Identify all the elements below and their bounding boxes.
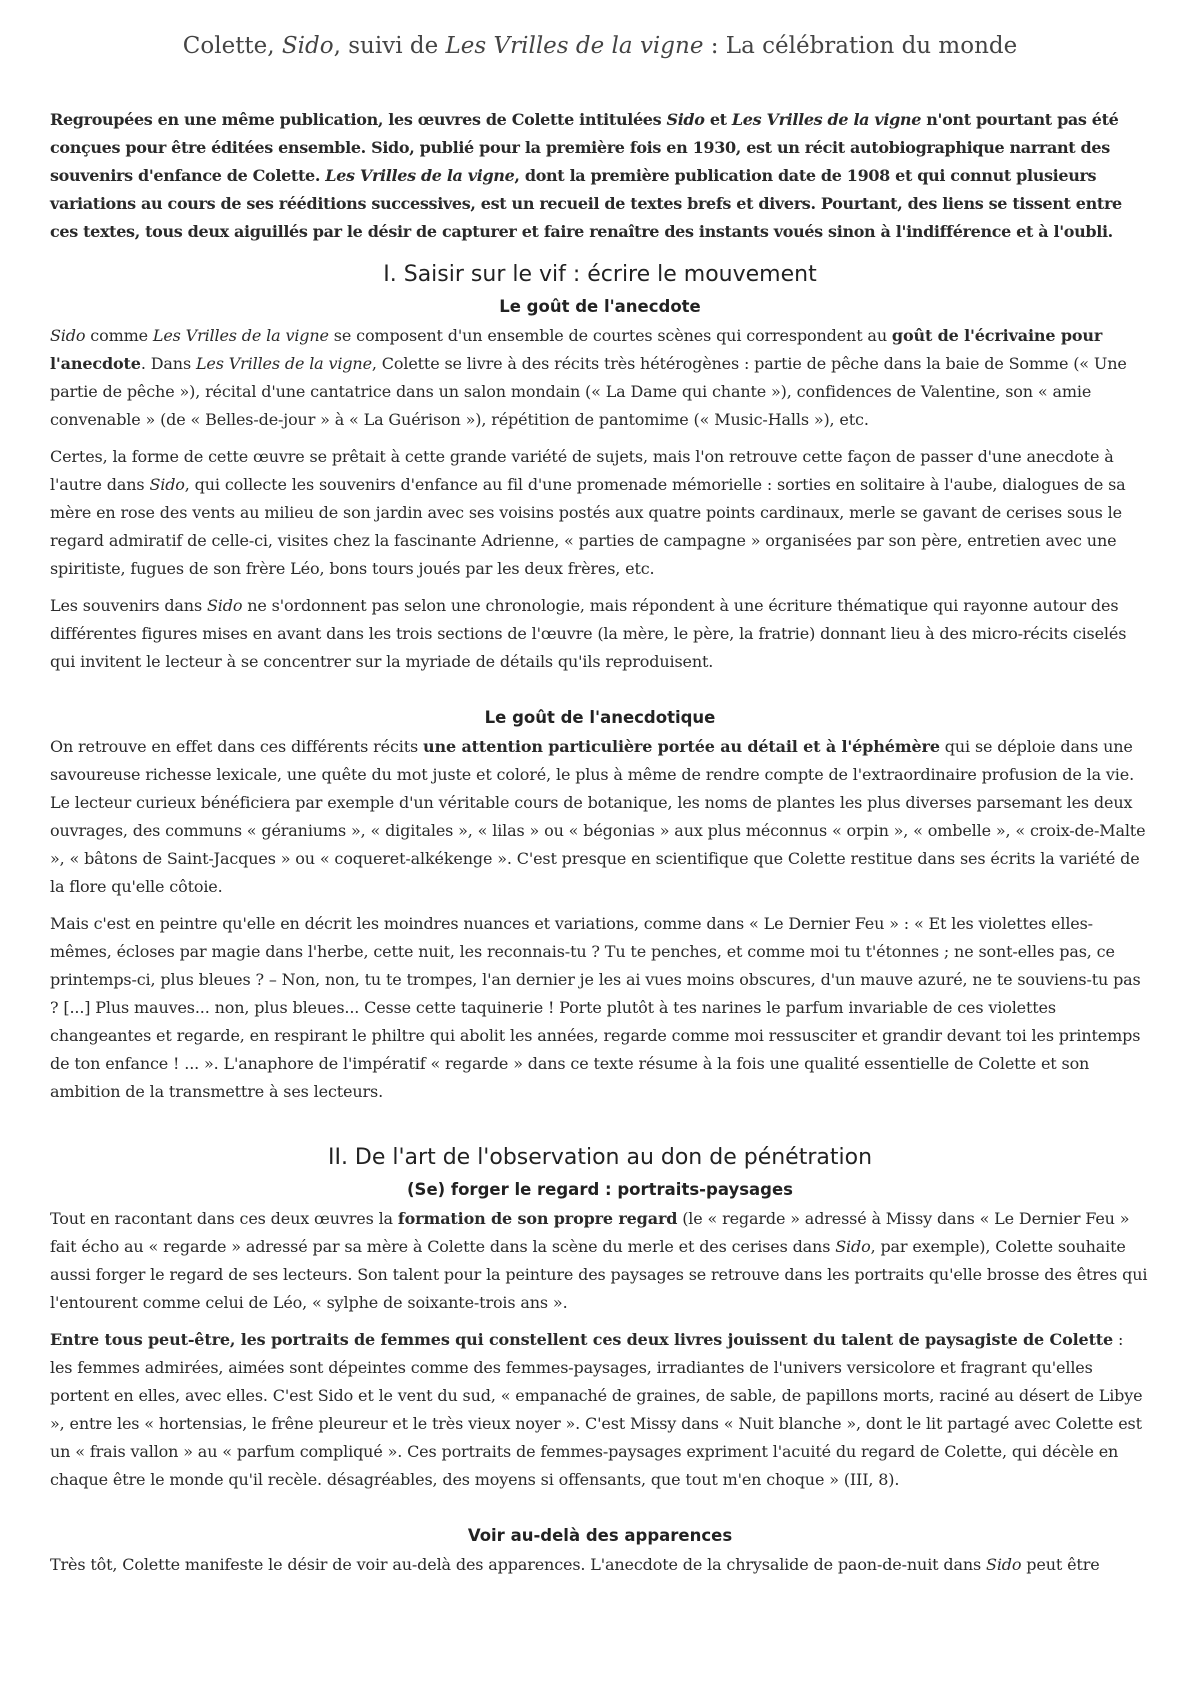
paragraph-2-2: Entre tous peut-être, les portraits de femmes qui constellent ces deux livres jouissent du talent de paysagiste de Colette : les femmes admirées, aimées sont dépeintes comme des femmes-paysages, irradiantes de l'univers versicolore et fragrant qu'elles portent en elles, avec elles. C'est Sido et le vent du sud, « empanaché de graines, de sable, de papillons morts, raciné au désert de Libye », entre les « hortensias, le frêne pleureur et le très vieux noyer ». C'est Missy dans « Nuit blanche », dont le lit partagé avec Colette est un « frais vallon » au « parfum compliqué ». Ces portraits de femmes-paysages expriment l'acuité du regard de Colette, qui décèle en chaque être le monde qu'il recèle. désagréables, des moyens si offensants, que tout m'en choque » (III, 8).: [50, 1330, 1143, 1489]
title-vrilles: Les Vrilles de la vigne: [445, 33, 704, 59]
paragraph-2-3: Très tôt, Colette manifeste le désir de voir au-delà des apparences. L'anecdote de la chrysalide de paon-de-nuit dans Sido peut être: [50, 1555, 1100, 1574]
subheading-voir-au-dela: Voir au-delà des apparences: [467, 1526, 733, 1545]
paragraph-1-3: Les souvenirs dans Sido ne s'ordonnent pas selon une chronologie, mais répondent à une écriture thématique qui rayonne autour des différentes figures mises en avant dans les trois sections de l'œuvre (la mère, le père, la fratrie) donnant lieu à des micro-récits ciselés qui invitent le lecteur à se concentrer sur la myriade de détails qu'ils reproduisent.: [50, 596, 1127, 671]
paragraph-1-4: On retrouve en effet dans ces différents récits une attention particulière portée au détail et à l'éphémère qui se déploie dans une savoureuse richesse lexicale, une quête du mot juste et coloré, le plus à même de rendre compte de l'extraordinaire profusion de la vie. Le lecteur curieux bénéficiera par exemple d'un véritable cours de botanique, les noms de plantes les plus diverses parsemant les deux ouvrages, des communs « géraniums », « digitales », « lilas » ou « bégonias » aux plus méconnus « orpin », « ombelle », « croix-de-Malte », « bâtons de Saint-Jacques » ou « coqueret-alkékenge ». C'est presque en scientifique que Colette restitue dans ses écrits la variété de la flore qu'elle côtoie.: [50, 737, 1146, 896]
paragraph-2-1: Tout en racontant dans ces deux œuvres la formation de son propre regard (le « regarde » adressé à Missy dans « Le Dernier Feu » fait écho au « regarde » adressé par sa mère à Colette dans la scène du merle et des cerises dans Sido, par exemple), Colette souhaite aussi forger le regard de ses lecteurs. Son talent pour la peinture des paysages se retrouve dans les portraits qu'elle brosse des êtres qui l'entourent comme celui de Léo, « sylphe de soixante-trois ans ».: [50, 1209, 1148, 1312]
paragraph-1-2: Certes, la forme de cette œuvre se prêtait à cette grande variété de sujets, mais l'on retrouve cette façon de passer d'une anecdote à l'autre dans Sido, qui collecte les souvenirs d'enfance au fil d'une promenade mémorielle : sorties en solitaire à l'aube, dialogues de sa mère en rose des vents au milieu de son jardin avec ses voisins postés aux quatre points cardinaux, merle se gavant de cerises sous le regard admiratif de celle-ci, visites chez la fascinante Adrienne, « parties de campagne » organisées par son père, entretien avec une spiritiste, fugues de son frère Léo, bons tours joués par les deux frères, etc.: [50, 447, 1126, 578]
paragraph-1-1: Sido comme Les Vrilles de la vigne se composent d'un ensemble de courtes scènes qui correspondent au goût de l'écrivaine pour l'anecdote. Dans Les Vrilles de la vigne, Colette se livre à des récits très hétérogènes : partie de pêche dans la baie de Somme (« Une partie de pêche »), récital d'une cantatrice dans un salon mondain (« La Dame qui chante »), confidences de Valentine, son « amie convenable » (de « Belles-de-jour » à « La Guérison »), répétition de pantomime (« Music-Halls »), etc.: [50, 326, 1127, 429]
subheading-gout-anecdote: Le goût de l'anecdote: [499, 297, 701, 316]
subheading-forger-regard: (Se) forger le regard : portraits-paysages: [407, 1180, 793, 1199]
intro-paragraph: Regroupées en une même publication, les œuvres de Colette intitulées Sido et Les Vrilles de la vigne n'ont pourtant pas été conçues pour être éditées ensemble. Sido, publié pour la première fois en 1930, est un récit autobiographique narrant des souvenirs d'enfance de Colette. Les Vrilles de la vigne, dont la première publication date de 1908 et qui connut plusieurs variations au cours de ses rééditions successives, est un recueil de textes brefs et divers. Pourtant, des liens se tissent entre ces textes, tous deux aiguillés par le désir de capturer et faire renaître des instants voués sinon à l'indifférence et à l'oubli.: [50, 110, 1122, 241]
title-connector: , suivi de: [333, 33, 446, 59]
title-sido: Sido: [281, 33, 334, 59]
section-heading-2: II. De l'art de l'observation au don de pénétration: [327, 1145, 873, 1170]
document-title: [50, 26, 1150, 66]
title-subtitle: : La célébration du monde: [703, 33, 1018, 59]
subheading-gout-anecdotique: Le goût de l'anecdotique: [484, 708, 716, 727]
section-heading-1: I. Saisir sur le vif : écrire le mouvement: [383, 262, 817, 287]
title-author: Colette,: [182, 33, 282, 59]
paragraph-1-5: Mais c'est en peintre qu'elle en décrit les moindres nuances et variations, comme dans « Le Dernier Feu » : « Et les violettes elles-mêmes, écloses par magie dans l'herbe, cette nuit, les reconnais-tu ? Tu te penches, et comme moi tu t'étonnes ; ne sont-elles pas, ce printemps-ci, plus bleues ? – Non, non, tu te trompes, l'an dernier je les ai vues moins obscures, d'un mauve azuré, ne te souviens-tu pas ? [...] Plus mauves... non, plus bleues... Cesse cette taquinerie ! Porte plutôt à tes narines le parfum invariable de ces violettes changeantes et regarde, en respirant le philtre qui abolit les années, regarde comme moi ressusciter et grandir devant toi les printemps de ton enfance ! ... ». L'anaphore de l'impératif « regarde » dans ce texte résume à la fois une qualité essentielle de Colette et son ambition de la transmettre à ses lecteurs.: [50, 914, 1141, 1101]
